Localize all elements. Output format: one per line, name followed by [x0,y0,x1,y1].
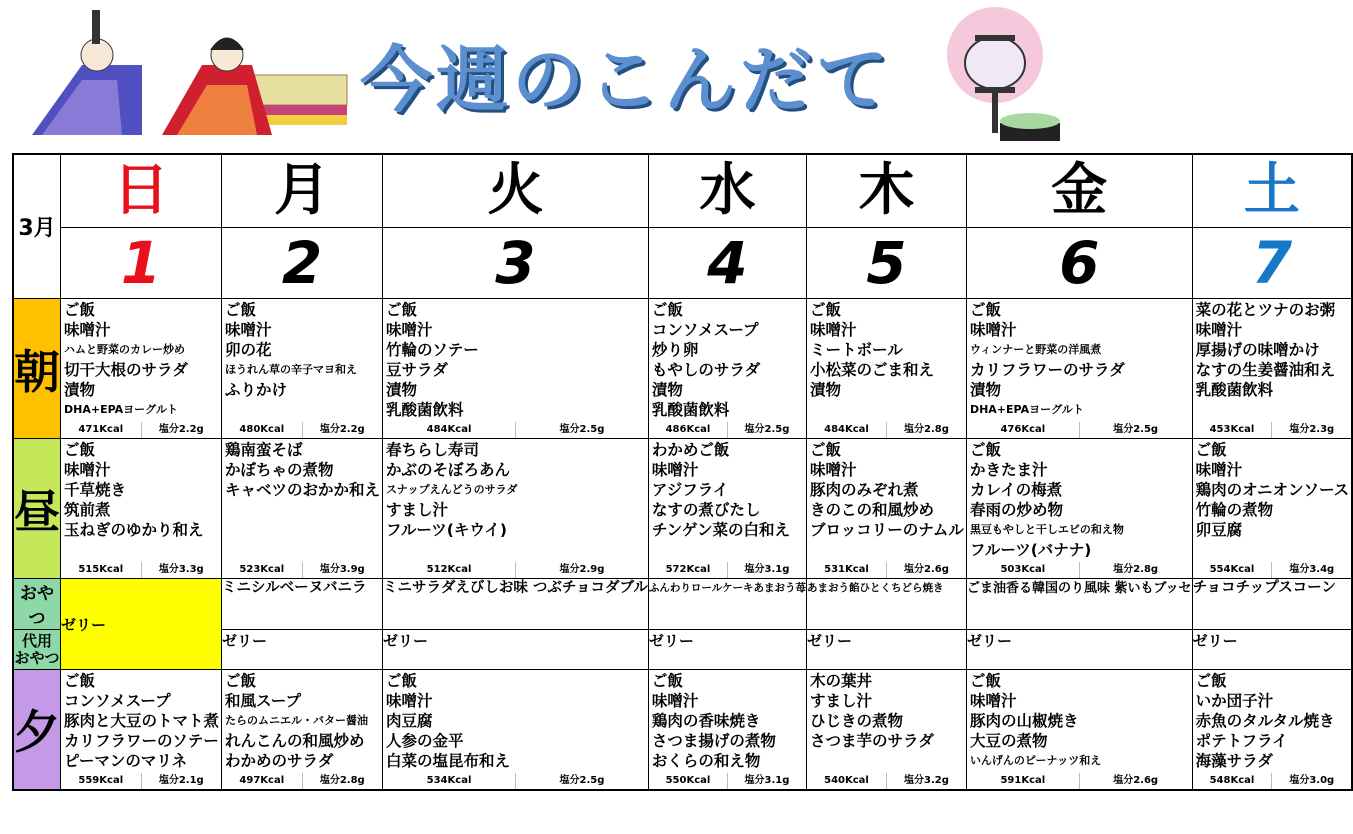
nutrition-footer [1193,562,1352,578]
menu-items [1193,439,1352,540]
date-number: 7 [1192,228,1352,299]
menu-item: ご飯 [64,441,96,459]
menu-items [807,299,966,400]
menu-item: 味噌汁 [969,321,1017,339]
menu-item: 味噌汁 [969,692,1017,710]
salt-content: 塩分2.5g [559,424,605,435]
menu-item: ご飯 [651,672,683,690]
menu-item: 味噌汁 [386,321,433,339]
date-number: 5 [807,228,967,299]
menu-item: 漬物 [64,381,96,399]
header [0,0,1233,150]
nutrition-footer [383,562,648,578]
dinner-cell [648,670,806,790]
menu-items [61,299,221,420]
menu-item: ご飯 [1195,441,1227,459]
nutrition-footer [649,773,806,789]
menu-item: 乳酸菌飲料 [386,401,464,419]
nutrition-footer [967,422,1192,438]
menu-item: ご飯 [64,672,96,690]
salt-content: 塩分2.5g [559,774,605,786]
menu-item: 味噌汁 [1195,461,1243,479]
menu-item: なすの煮びたし [651,501,761,519]
menu-item: 味噌汁 [225,321,272,339]
nutrition-footer [1193,422,1352,438]
salt-content: 塩分2.8g [1113,564,1159,575]
day-of-week: 火 [383,154,649,228]
salt-content: 塩分3.3g [158,564,204,575]
lunch-label: 昼 [13,439,61,579]
month-label: 3月 [13,154,61,299]
snack-cell: チョコチップスコーン [1192,579,1352,630]
calories: 497Kcal [222,773,303,789]
alt-snack-cell: ゼリー [383,630,649,670]
calories: 531Kcal [807,562,887,578]
calories: 515Kcal [61,562,142,578]
menu-item: すまし汁 [386,501,449,519]
menu-item: DHA+EPAヨーグルト [64,403,178,416]
breakfast-cell [648,299,806,439]
lunch-cell [222,439,383,579]
alt-snack-cell: ゼリー [1192,630,1352,670]
menu-items [383,670,648,771]
menu-item: 炒り卵 [651,341,699,359]
date-number: 4 [648,228,806,299]
menu-item: わかめご飯 [651,441,730,459]
menu-items [967,670,1192,771]
day-of-week: 金 [966,154,1192,228]
menu-items [967,439,1192,560]
salt-content: 塩分3.1g [744,564,790,575]
alt-snack-cell: ゼリー [222,630,383,670]
menu-item: 味噌汁 [651,461,699,479]
salt-content: 塩分3.0g [1289,774,1335,786]
calories: 453Kcal [1193,422,1273,438]
menu-item: きのこの和風炒め [810,501,935,519]
menu-item: ふりかけ [225,381,288,399]
menu-items [649,670,806,771]
menu-item: 卯豆腐 [1195,521,1243,539]
menu-item: 味噌汁 [810,321,857,339]
calories: 471Kcal [61,422,142,438]
calories: 554Kcal [1193,562,1273,578]
nutrition-footer [61,422,221,438]
menu-items [61,439,221,540]
breakfast-cell [222,299,383,439]
menu-item: ひじきの煮物 [810,712,904,730]
lunch-cell [1192,439,1352,579]
menu-item: ご飯 [969,301,1001,319]
menu-item: 厚揚げの味噌かけ [1195,341,1320,359]
menu-item: スナップえんどうのサラダ [386,483,518,496]
menu-items [61,670,221,771]
menu-item: 鶏南蛮そば [225,441,303,459]
dinner-cell [1192,670,1352,790]
salt-content: 塩分2.9g [559,564,605,575]
day-of-week: 日 [61,154,222,228]
alt-snack-cell: ゼリー [807,630,967,670]
salt-content: 塩分2.1g [158,774,204,786]
menu-item: ウィンナーと野菜の洋風煮 [969,343,1102,356]
menu-item: ミートボール [810,341,903,359]
menu-item: 味噌汁 [386,692,433,710]
nutrition-footer [222,562,382,578]
menu-item: 切干大根のサラダ [64,361,188,379]
menu-item: 卯の花 [225,341,272,359]
menu-item: 鶏肉のオニオンソース [1195,481,1350,499]
menu-item: コンソメスープ [651,321,759,339]
menu-item: ハムと野菜のカレー炒め [64,343,185,356]
lunch-cell [61,439,222,579]
breakfast-cell [383,299,649,439]
menu-item: 筑前煮 [64,501,111,519]
menu-item: さつま芋のサラダ [810,732,934,750]
nutrition-footer [222,773,382,789]
menu-item: 豚肉と大豆のトマト煮 [64,712,220,730]
menu-item: 菜の花とツナのお粥 [1195,301,1336,319]
lunch-cell [383,439,649,579]
menu-items [222,670,382,771]
menu-item: 味噌汁 [810,461,857,479]
nutrition-footer [61,773,221,789]
lunch-cell [807,439,967,579]
menu-item: 味噌汁 [651,692,699,710]
calories: 572Kcal [649,562,728,578]
calories: 484Kcal [383,422,516,438]
menu-item: ご飯 [225,301,257,319]
menu-item: わかめのサラダ [225,752,334,770]
calories: 559Kcal [61,773,142,789]
snack-cell: ふんわりロールケーキあまおう苺 [648,579,806,630]
nutrition-footer [222,422,382,438]
menu-item: なすの生姜醤油和え [1195,361,1336,379]
menu-item: すまし汁 [810,692,873,710]
snack-cell: ミニサラダえびしお味 つぶチョコダブル [383,579,649,630]
menu-item: ご飯 [651,301,683,319]
alt-snack-label-line1: 代用 [21,631,52,650]
lantern-illustration [945,5,1065,150]
nutrition-footer [1193,773,1352,789]
salt-content: 塩分3.9g [319,564,365,575]
breakfast-cell [61,299,222,439]
menu-item: 竹輪のソテー [386,341,479,359]
menu-items [807,439,966,540]
menu-item: コンソメスープ [64,692,171,710]
nutrition-footer [807,562,966,578]
menu-item: ご飯 [810,441,842,459]
day-of-week: 土 [1192,154,1352,228]
menu-items [222,299,382,400]
salt-content: 塩分2.5g [744,424,790,435]
salt-content: 塩分2.2g [158,424,204,435]
menu-items [222,439,382,500]
menu-item: 漬物 [810,381,842,399]
menu-item: かぶのそぼろあん [386,461,511,479]
salt-content: 塩分2.8g [319,774,365,786]
menu-calendar [12,153,1353,791]
nutrition-footer [807,773,966,789]
date-number: 1 [61,228,222,299]
salt-content: 塩分3.2g [904,774,949,786]
snack-cell: あまおう餡ひとくちどら焼き [807,579,967,630]
breakfast-cell [807,299,967,439]
menu-item: カリフラワーのソテー [64,732,219,750]
menu-item: フルーツ(バナナ) [969,541,1092,559]
menu-item: 漬物 [969,381,1001,399]
snack-label: おやつ [13,579,61,630]
menu-items [1193,299,1352,400]
menu-item: 乳酸菌飲料 [1195,381,1274,399]
menu-item: いんげんのピーナッツ和え [969,754,1102,767]
calories: 523Kcal [222,562,303,578]
calories: 512Kcal [383,562,516,578]
menu-item: 木の葉丼 [810,672,873,690]
calories: 591Kcal [967,773,1080,789]
date-number: 3 [383,228,649,299]
nutrition-footer [807,422,966,438]
dinner-cell [222,670,383,790]
alt-snack-cell: ゼリー [966,630,1192,670]
menu-item: 玉ねぎのゆかり和え [64,521,204,539]
salt-content: 塩分3.1g [744,774,790,786]
menu-item: 豚肉のみぞれ煮 [810,481,919,499]
salt-content: 塩分2.3g [1289,424,1335,435]
salt-content: 塩分2.8g [904,424,949,435]
menu-items [649,299,806,420]
menu-item: カリフラワーのサラダ [969,361,1125,379]
dinner-cell [807,670,967,790]
menu-item: ブロッコリーのナムル [810,521,964,539]
menu-item: ご飯 [810,301,842,319]
menu-item: ピーマンのマリネ [64,752,188,770]
menu-item: たらのムニエル・バター醤油 [225,714,369,727]
date-number: 6 [966,228,1192,299]
dinner-cell [61,670,222,790]
menu-item: ご飯 [1195,672,1227,690]
menu-item: ご飯 [225,672,257,690]
menu-items [807,670,966,751]
menu-item: 乳酸菌飲料 [651,401,730,419]
calories: 540Kcal [807,773,887,789]
calories: 550Kcal [649,773,728,789]
lunch-cell [966,439,1192,579]
menu-items [383,439,648,540]
lunch-cell [648,439,806,579]
alt-snack-label [13,630,61,670]
menu-item: かきたま汁 [969,461,1048,479]
menu-item: 味噌汁 [64,321,111,339]
menu-item: 竹輪の煮物 [1195,501,1274,519]
menu-item: かぼちゃの煮物 [225,461,334,479]
salt-content: 塩分2.5g [1113,424,1159,435]
day-of-week: 木 [807,154,967,228]
menu-item: 人参の金平 [386,732,464,750]
menu-item: もやしのサラダ [651,361,761,379]
menu-item: ご飯 [386,301,418,319]
calories: 484Kcal [807,422,887,438]
salt-content: 塩分2.2g [319,424,365,435]
menu-item: ご飯 [969,672,1001,690]
menu-items [383,299,648,420]
nutrition-footer [383,773,648,789]
dinner-cell [383,670,649,790]
calories: 480Kcal [222,422,303,438]
menu-item: ご飯 [969,441,1001,459]
menu-item: 味噌汁 [64,461,111,479]
calories: 486Kcal [649,422,728,438]
menu-item: キャベツのおかか和え [225,481,381,499]
alt-snack-label-line2: おやつ [14,648,60,667]
menu-item: 鶏肉の香味焼き [651,712,761,730]
calories: 534Kcal [383,773,516,789]
menu-item: フルーツ(キウイ) [386,521,507,539]
menu-items [967,299,1192,420]
alt-snack-cell: ゼリー [648,630,806,670]
menu-items [649,439,806,540]
menu-item: おくらの和え物 [651,752,761,770]
menu-item: アジフライ [651,481,729,499]
menu-item: 和風スープ [225,692,301,710]
calories: 548Kcal [1193,773,1273,789]
menu-item: ほうれん草の辛子マヨ和え [225,363,358,376]
menu-item: 豚肉の山椒焼き [969,712,1079,730]
menu-item: ご飯 [64,301,96,319]
snack-cell: ミニシルベーヌバニラ [222,579,383,630]
menu-item: 小松菜のごま和え [810,361,935,379]
nutrition-footer [967,773,1192,789]
calories: 503Kcal [967,562,1080,578]
menu-item: 赤魚のタルタル焼き [1195,712,1335,730]
menu-item: 黒豆もやしと干しエビの和え物 [969,523,1124,536]
page-title: 今週のこんだて [360,38,893,122]
nutrition-footer [649,422,806,438]
dinner-label: 夕 [13,670,61,790]
nutrition-footer [649,562,806,578]
menu-item: 春雨の炒め物 [969,501,1063,519]
menu-item: 豆サラダ [386,361,448,379]
salt-content: 塩分2.6g [1113,774,1159,786]
menu-item: DHA+EPAヨーグルト [969,403,1084,416]
hina-dolls-illustration [22,5,352,145]
menu-item: 漬物 [651,381,683,399]
nutrition-footer [967,562,1192,578]
menu-item: ポテトフライ [1195,732,1288,750]
day-of-week: 水 [648,154,806,228]
menu-item: さつま揚げの煮物 [651,732,776,750]
menu-item: ご飯 [386,672,418,690]
menu-item: 白菜の塩昆布和え [386,752,511,770]
breakfast-label: 朝 [13,299,61,439]
date-number: 2 [222,228,383,299]
menu-item: 千草焼き [64,481,127,499]
salt-content: 塩分2.6g [904,564,949,575]
menu-item: 肉豆腐 [386,712,433,730]
menu-items [1193,670,1352,771]
dinner-cell [966,670,1192,790]
menu-item: 漬物 [386,381,418,399]
salt-content: 塩分3.4g [1289,564,1335,575]
menu-item: カレイの梅煮 [969,481,1063,499]
nutrition-footer [383,422,648,438]
calories: 476Kcal [967,422,1080,438]
breakfast-cell [1192,299,1352,439]
menu-item: 大豆の煮物 [969,732,1048,750]
menu-item: 春ちらし寿司 [386,441,480,459]
day-of-week: 月 [222,154,383,228]
snack-cell: ごま油香る韓国のり風味 紫いもブッセ [966,579,1192,630]
menu-item: チンゲン菜の白和え [651,521,791,539]
menu-item: 海藻サラダ [1195,752,1273,770]
menu-item: いか団子汁 [1195,692,1274,710]
breakfast-cell [966,299,1192,439]
nutrition-footer [61,562,221,578]
snack-cell: ゼリー [61,579,222,670]
menu-item: 味噌汁 [1195,321,1243,339]
menu-item: れんこんの和風炒め [225,732,365,750]
